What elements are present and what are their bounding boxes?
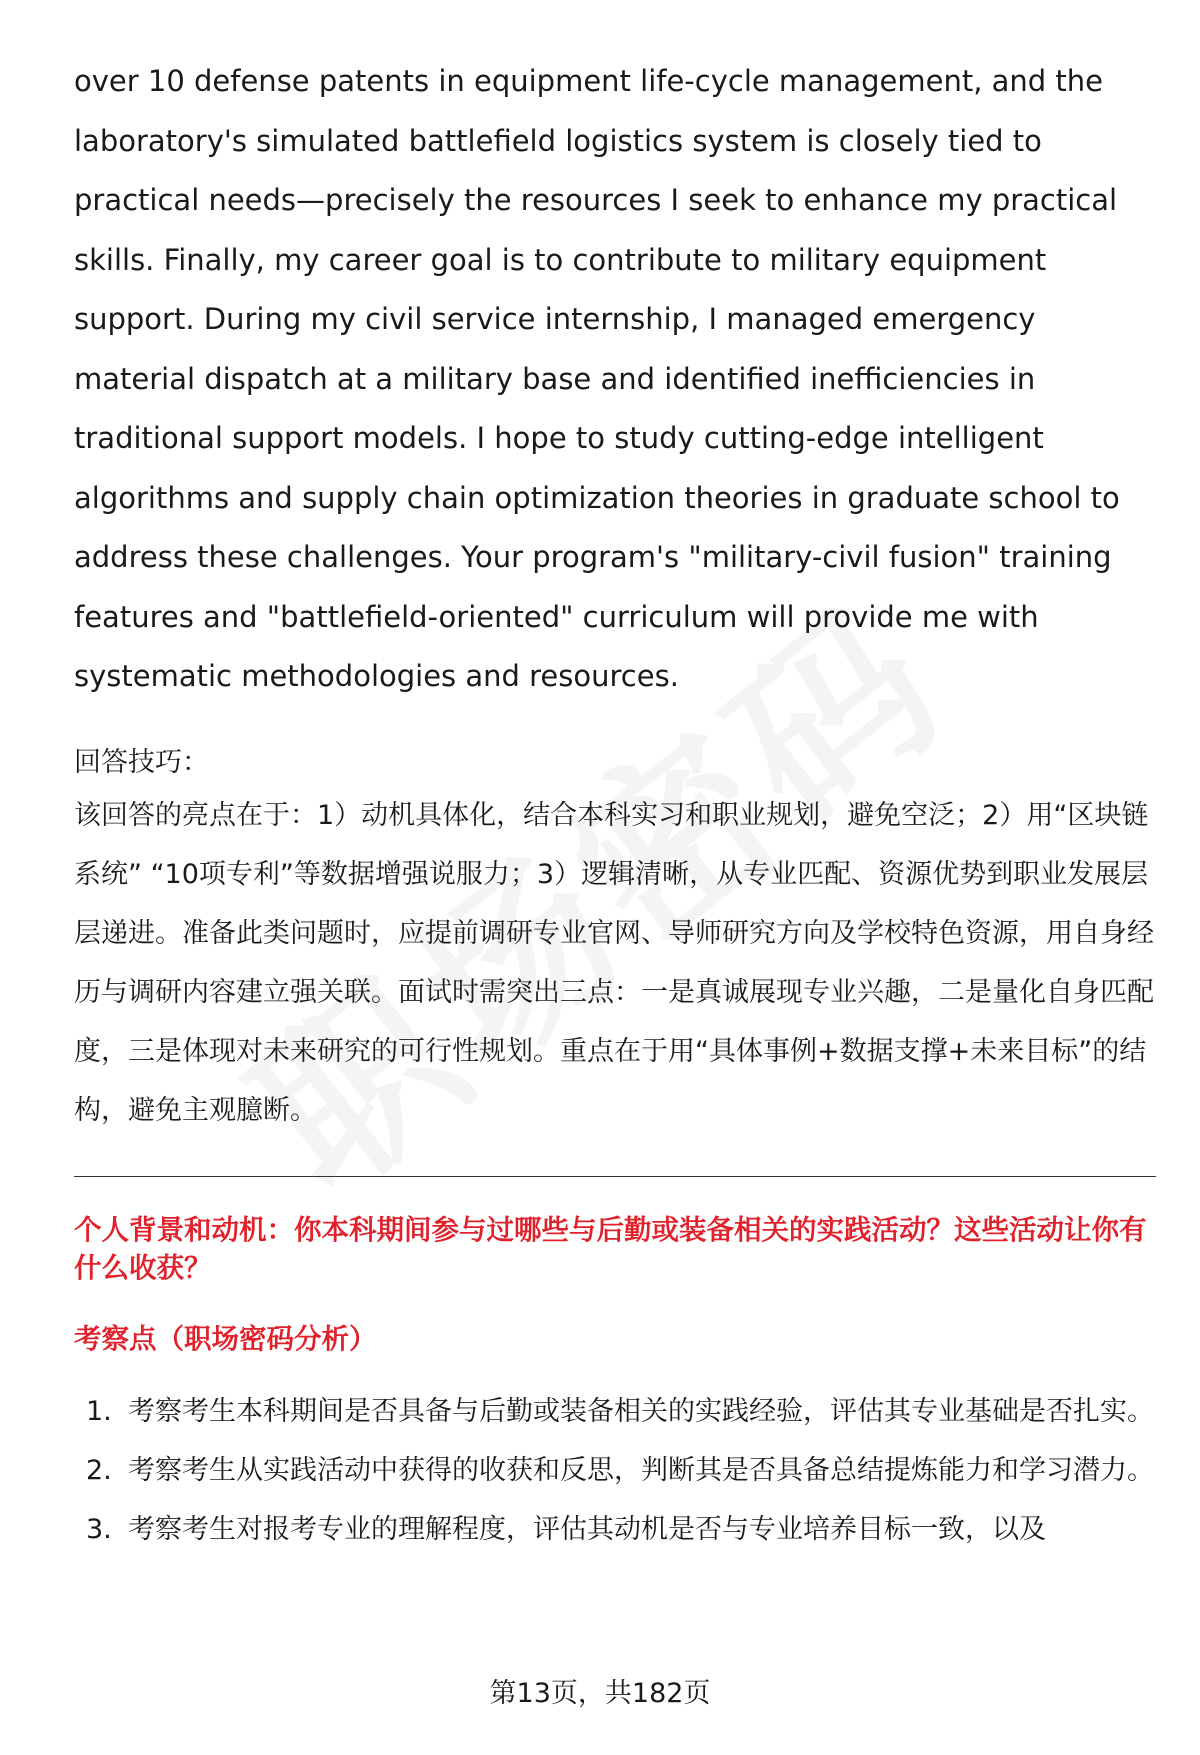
question-title: 个人背景和动机：你本科期间参与过哪些与后勤或装备相关的实践活动？这些活动让你有什么收获？: [74, 1213, 1147, 1284]
section-title: 考察点（职场密码分析）: [74, 1322, 377, 1355]
answer-paragraph: over 10 defense patents in equipment life-cycle management, and the laboratory's simulated battlefield logistics system is closely tied to practical needs—precisely the resources I seek to enhance my practical skills. Finally, my career goal is to contribute to military equipment support. During my civil service internship, I managed emergency material dispatch at a military base and identified inefficiencies in traditional support models. I hope to study cutting-edge intelligent algorithms and supply chain optimization theories in graduate school to address these challenges. Your program's "military-civil fusion" training features and "battlefield-oriented" curriculum will provide me with systematic methodologies and resources.: [74, 64, 1120, 693]
list-text: 考察考生对报考专业的理解程度，评估其动机是否与专业培养目标一致，以及: [128, 1513, 1046, 1545]
list-number: 2.: [86, 1454, 112, 1486]
list-number: 3.: [86, 1513, 112, 1545]
list-number: 1.: [86, 1395, 112, 1427]
tips-title: 回答技巧：: [74, 746, 209, 778]
tips-body: 该回答的亮点在于：1）动机具体化，结合本科实习和职业规划，避免空泛；2）用“区块链系统” “10项专利”等数据增强说服力；3）逻辑清晰，从专业匹配、资源优势到职业发展层层递进。准备此类问题时，应提前调研专业官网、导师研究方向及学校特色资源，用自身经历与调研内容建立强关联。面试时需突出三点：一是真诚展现专业兴趣，二是量化自身匹配度，三是体现对未来研究的可行性规划。重点在于用“具体事例+数据支撑+未来目标”的结构，避免主观臆断。: [74, 799, 1154, 1126]
list-item: [74, 1500, 1156, 1559]
list-text: 考察考生本科期间是否具备与后勤或装备相关的实践经验，评估其专业基础是否扎实。: [128, 1395, 1154, 1427]
section-divider: [74, 1176, 1156, 1177]
list-item: [74, 1441, 1156, 1500]
page-footer: 第13页，共182页: [489, 1678, 711, 1709]
list-text: 考察考生从实践活动中获得的收获和反思，判断其是否具备总结提炼能力和学习潜力。: [128, 1454, 1154, 1486]
page-content: [74, 52, 1156, 1559]
list-item: [74, 1382, 1156, 1441]
points-list: [74, 1382, 1156, 1559]
